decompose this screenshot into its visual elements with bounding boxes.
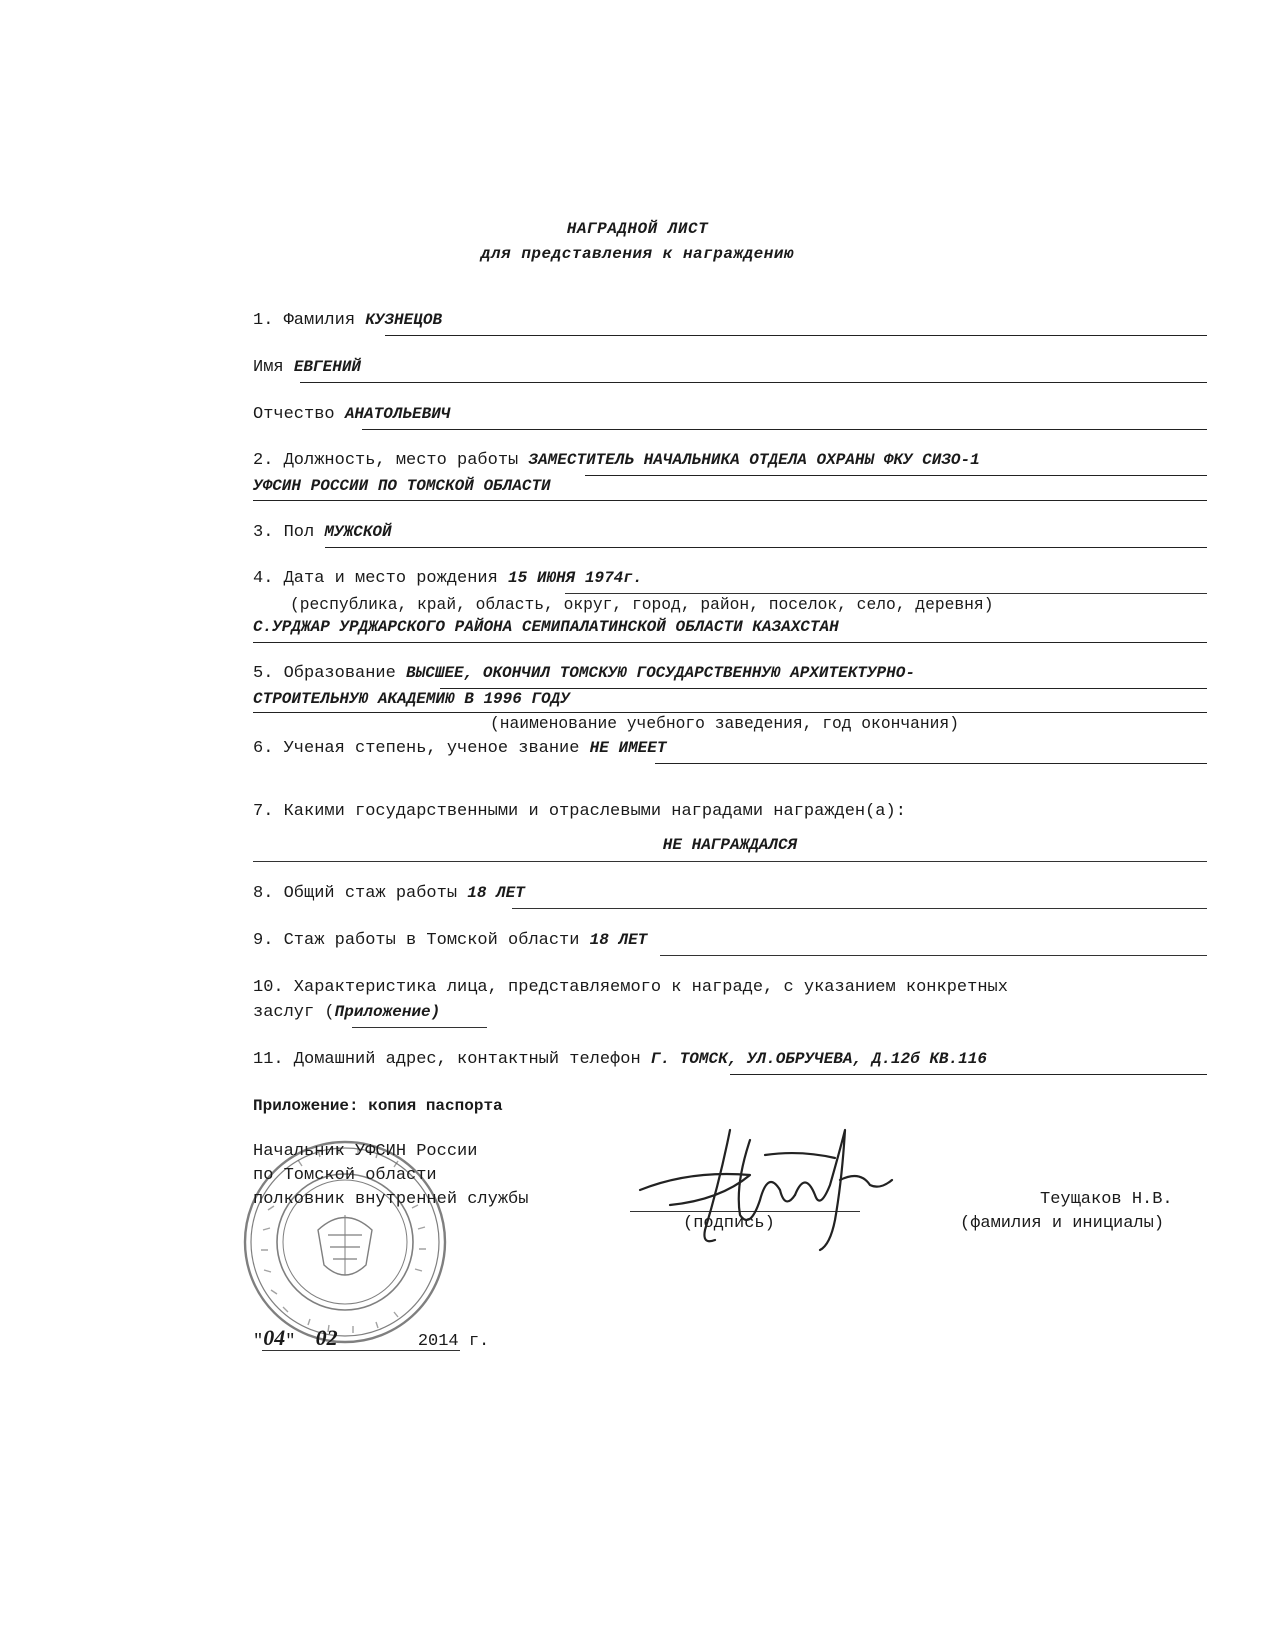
name-value: ЕВГЕНИЙ bbox=[293, 358, 362, 376]
education-label: 5. Образование bbox=[253, 664, 396, 683]
signatory-line-1: Начальник УФСИН России bbox=[253, 1142, 478, 1161]
date-day: 04 bbox=[263, 1325, 286, 1350]
name-label: Имя bbox=[253, 358, 284, 377]
region-experience-value: 18 ЛЕТ bbox=[589, 931, 648, 949]
birth-date-line bbox=[565, 593, 1207, 594]
patronymic-line bbox=[362, 429, 1207, 430]
signatory-line-3: полковник внутренней службы bbox=[253, 1190, 529, 1209]
surname-row bbox=[253, 311, 442, 330]
signatory-name: Теущаков Н.В. bbox=[1040, 1190, 1173, 1209]
position-line-1 bbox=[585, 475, 1207, 476]
position-line-2 bbox=[253, 500, 1207, 501]
address-value: Г. ТОМСК, УЛ.ОБРУЧЕВА, Д.12б КВ.116 bbox=[650, 1050, 987, 1068]
patronymic-label: Отчество bbox=[253, 405, 335, 424]
birth-place-hint: (республика, край, область, округ, город, район, поселок, село, деревня) bbox=[290, 595, 994, 614]
sex-row bbox=[253, 523, 392, 542]
total-experience-label: 8. Общий стаж работы bbox=[253, 884, 458, 903]
birth-place-line bbox=[253, 642, 1207, 643]
sex-line bbox=[325, 547, 1207, 548]
document-title: НАГРАДНОЙ ЛИСТ bbox=[566, 220, 709, 238]
degree-line bbox=[655, 763, 1207, 764]
total-experience-value: 18 ЛЕТ bbox=[467, 884, 525, 902]
education-line-2 bbox=[253, 712, 1207, 713]
date-month: 02 bbox=[315, 1325, 338, 1350]
characteristic-prefix: заслуг ( bbox=[253, 1003, 335, 1022]
region-experience-line bbox=[660, 955, 1207, 956]
surname-line bbox=[385, 335, 1207, 336]
education-value-line2: СТРОИТЕЛЬНУЮ АКАДЕМИЮ В 1996 ГОДУ bbox=[253, 690, 570, 708]
education-value-line1: ВЫСШЕЕ, ОКОНЧИЛ ТОМСКУЮ ГОСУДАРСТВЕННУЮ АРХИТЕКТУРНО- bbox=[406, 664, 915, 682]
characteristic-line-1: 10. Характеристика лица, представляемого к награде, с указанием конкретных bbox=[253, 978, 1008, 997]
date-year: 2014 г. bbox=[417, 1332, 490, 1351]
document-subtitle: для представления к награждению bbox=[480, 245, 795, 263]
awards-label: 7. Какими государственными и отраслевыми наградами награжден(а): bbox=[253, 802, 906, 821]
handwritten-signature bbox=[630, 1110, 900, 1260]
name-line bbox=[300, 382, 1207, 383]
total-experience-row bbox=[253, 884, 525, 903]
date-row bbox=[253, 1325, 489, 1351]
date-open-quote: " bbox=[253, 1332, 264, 1351]
birth-row bbox=[253, 569, 642, 588]
patronymic-row bbox=[253, 405, 450, 424]
position-value-line1: ЗАМЕСТИТЕЛЬ НАЧАЛЬНИКА ОТДЕЛА ОХРАНЫ ФКУ СИЗО-1 bbox=[528, 451, 980, 469]
characteristic-value: Приложение) bbox=[334, 1003, 441, 1021]
signatory-line-2: по Томской области bbox=[253, 1166, 437, 1185]
sex-value: МУЖСКОЙ bbox=[324, 523, 392, 541]
signature-hint: (подпись) bbox=[683, 1214, 775, 1233]
education-line-1 bbox=[440, 688, 1207, 689]
date-close-quote: " bbox=[285, 1332, 296, 1351]
surname-value: КУЗНЕЦОВ bbox=[365, 311, 443, 329]
address-row bbox=[253, 1050, 987, 1069]
awards-line bbox=[253, 861, 1207, 862]
address-label: 11. Домашний адрес, контактный телефон bbox=[253, 1050, 641, 1069]
date-line bbox=[262, 1350, 460, 1351]
address-line bbox=[730, 1074, 1207, 1075]
education-hint: (наименование учебного заведения, год окончания) bbox=[490, 714, 959, 733]
characteristic-row-2 bbox=[253, 1003, 440, 1022]
region-experience-row bbox=[253, 931, 647, 950]
surname-label: 1. Фамилия bbox=[253, 311, 356, 330]
position-label: 2. Должность, место работы bbox=[253, 451, 519, 470]
region-experience-label: 9. Стаж работы в Томской области bbox=[253, 931, 580, 950]
degree-value: НЕ ИМЕЕТ bbox=[589, 739, 667, 757]
education-row bbox=[253, 664, 915, 683]
birth-label: 4. Дата и место рождения bbox=[253, 569, 498, 588]
degree-label: 6. Ученая степень, ученое звание bbox=[253, 739, 580, 758]
birth-date-value: 15 ИЮНЯ 1974г. bbox=[508, 569, 643, 587]
signatory-name-hint: (фамилия и инициалы) bbox=[960, 1214, 1165, 1233]
birth-place-value: С.УРДЖАР УРДЖАРСКОГО РАЙОНА СЕМИПАЛАТИНСКОЙ ОБЛАСТИ КАЗАХСТАН bbox=[253, 618, 839, 636]
position-value-line2: УФСИН РОССИИ ПО ТОМСКОЙ ОБЛАСТИ bbox=[253, 477, 551, 495]
sex-label: 3. Пол bbox=[253, 523, 315, 542]
awards-value: НЕ НАГРАЖДАЛСЯ bbox=[662, 836, 798, 854]
position-row bbox=[253, 451, 980, 470]
total-experience-line bbox=[512, 908, 1207, 909]
characteristic-line bbox=[352, 1027, 487, 1028]
patronymic-value: АНАТОЛЬЕВИЧ bbox=[344, 405, 451, 423]
name-row bbox=[253, 358, 361, 377]
degree-row bbox=[253, 739, 666, 758]
attachment-note: Приложение: копия паспорта bbox=[253, 1097, 503, 1115]
